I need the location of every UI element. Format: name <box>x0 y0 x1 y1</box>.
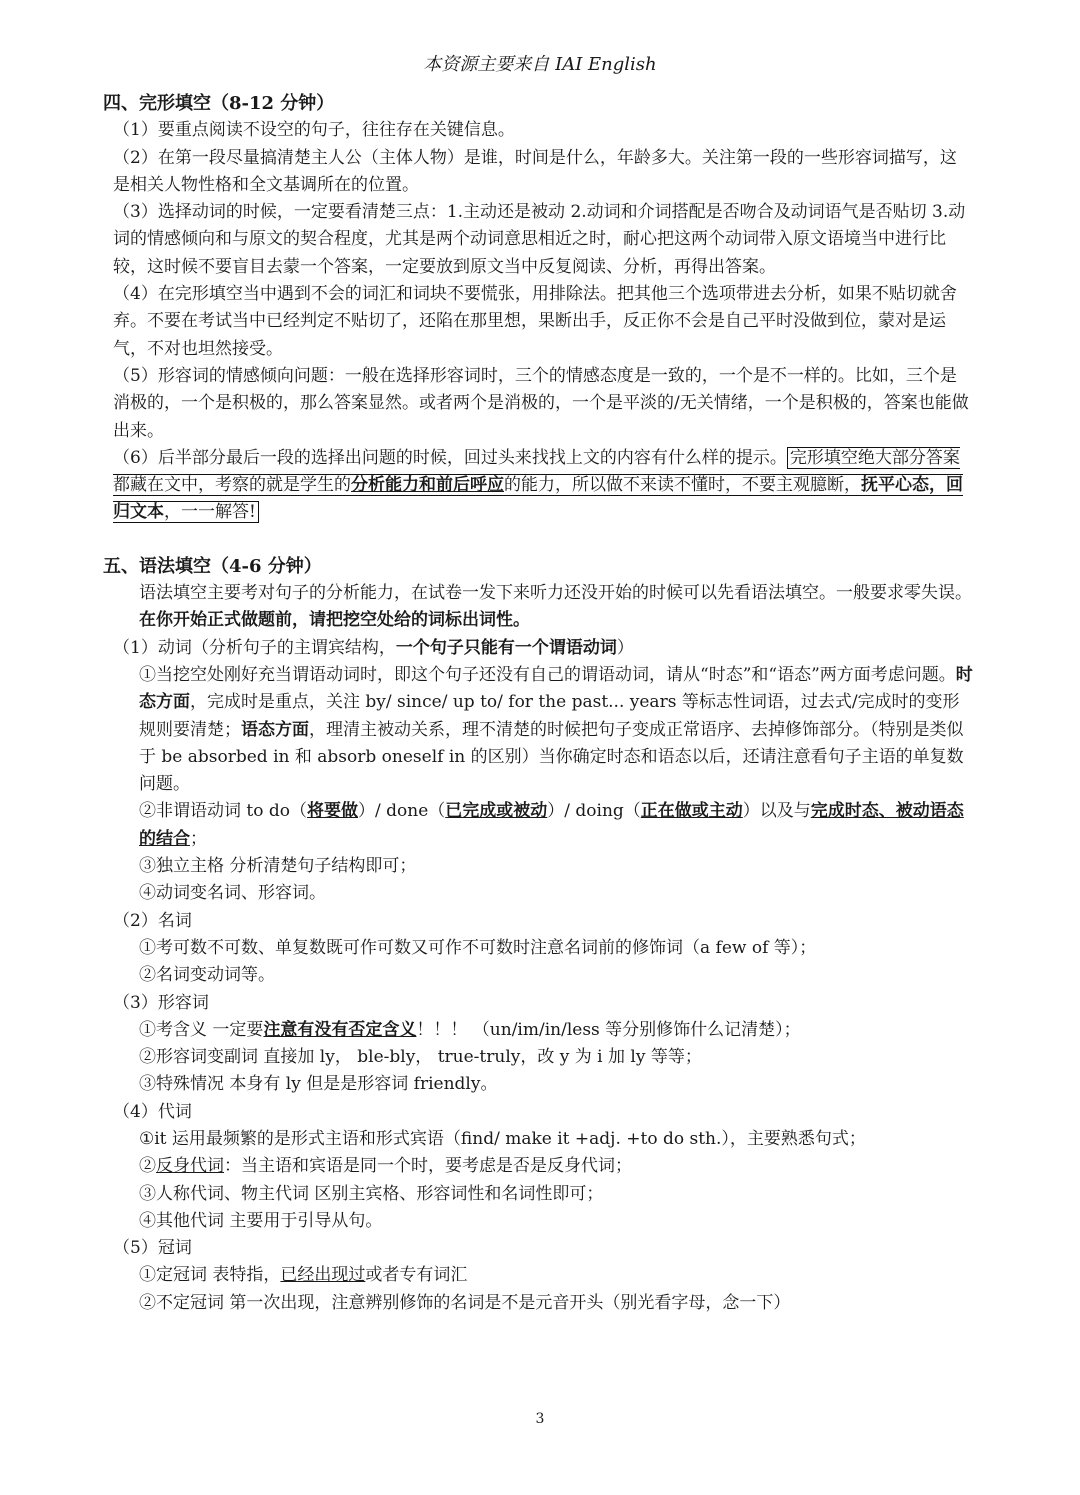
page-content <box>103 90 973 1317</box>
paragraph <box>103 1262 973 1289</box>
text-run: ）以及与 <box>742 801 811 822</box>
subsection-heading <box>103 635 973 662</box>
text-run: ，完成时是重点，关注 by/ since/ up to/ for the past... years 等标志性词语，过去式/完成时的变形规则要清楚； <box>139 692 960 740</box>
paragraph: ③特殊情况 本身有 ly 但是是形容词 friendly。 <box>139 1074 498 1095</box>
paragraph <box>103 662 973 798</box>
text-run: ①考含义 一定要 <box>139 1019 264 1040</box>
emphasis: 时态方面 <box>139 664 973 713</box>
text-run: ，一一解答! <box>164 502 256 523</box>
emphasis: 抚平心态，回归文本 <box>113 475 963 523</box>
paragraph: （2）在第一段尽量搞清楚主人公（主体人物）是谁，时间是什么，年龄多大。关注第一段的一些形容词描写，这是相关人物性格和全文基调所在的位置。 <box>113 147 957 195</box>
text-run: ） <box>616 637 634 658</box>
paragraph: ①考可数不可数、单复数既可作可数又可作不可数时注意名词前的修饰词（a few of 等）； <box>139 937 817 958</box>
paragraph: （4）在完形填空当中遇到不会的词汇和词块不要慌张，用排除法。把其他三个选项带进去分析，如果不贴切就舍弃。不要在考试当中已经判定不贴切了，还陷在那里想，果断出手，反正你不会是自己平时没做到位，蒙对是运气，不对也坦然接受。 <box>113 284 957 359</box>
text-run: （1）动词（分析句子的主谓宾结构， <box>113 637 396 658</box>
text-run: ，理清主被动关系，理不清楚的时候把句子变成正常语序、去掉修饰部分。（特别是类似于 be absorbed in 和 absorb oneself in 的区别）当你确定时态和语态以后，还请注意看句子主语的单复数问题。 <box>139 719 964 795</box>
text-run: ！！！ （un/im/in/less 等分别修饰什么记清楚）； <box>416 1019 801 1040</box>
text-run: （6）后半部分最后一段的选择出问题的时候，回过头来找找上文的内容有什么样的提示。 <box>113 447 787 468</box>
emphasis: 正在做或主动 <box>640 801 743 822</box>
paragraph <box>103 1153 973 1180</box>
paragraph: ②名词变动词等。 <box>139 965 275 986</box>
page-number: 3 <box>535 1411 545 1427</box>
emphasis: 已完成或被动 <box>445 801 548 822</box>
paragraph <box>103 1017 973 1044</box>
paragraph <box>103 445 973 527</box>
text-run: ：当主语和宾语是同一个时，要考虑是否是反身代词； <box>224 1156 632 1177</box>
emphasis: 分析能力和前后呼应 <box>351 475 504 496</box>
text-run: ①定冠词 表特指， <box>139 1265 281 1286</box>
emphasis: 完成时态、被动语态的结合 <box>139 801 964 849</box>
emphasis: 将要做 <box>307 801 358 822</box>
paragraph: ②形容词变副词 直接加 ly， ble-bly， true-truly，改 y 为 i 加 ly 等等； <box>139 1047 702 1068</box>
underlined-term: 反身代词 <box>156 1156 224 1177</box>
subsection-heading: （2）名词 <box>113 910 192 931</box>
text-run: ）/ doing（ <box>547 801 641 822</box>
underlined-term: 已经出现过 <box>280 1265 366 1286</box>
text-run: ①当挖空处刚好充当谓语动词时，即这个句子还没有自己的谓语动词，请从“时态”和“语态”两方面考虑问题。 <box>139 664 956 685</box>
paragraph: ④动词变名词、形容词。 <box>139 883 326 904</box>
paragraph: ③人称代词、物主代词 区别主宾格、形容词性和名词性即可； <box>139 1183 604 1204</box>
paragraph: ①it 运用最频繁的是形式主语和形式宾语（find/ make it +adj. +to do sth.），主要熟悉句式； <box>139 1128 866 1149</box>
emphasis: 注意有没有否定含义 <box>263 1019 417 1040</box>
paragraph <box>103 798 973 853</box>
text-run: ② <box>139 1156 156 1177</box>
text-run: 的能力，所以做不来读不懂时，不要主观臆断， <box>504 475 861 496</box>
paragraph: ②不定冠词 第一次出现，注意辨别修饰的名词是不是元音开头（别光看字母，念一下） <box>139 1292 791 1313</box>
paragraph: （1）要重点阅读不设空的句子，往往存在关键信息。 <box>113 120 515 141</box>
subsection-heading: （5）冠词 <box>113 1238 192 1259</box>
text-run: ； <box>190 828 207 849</box>
text-run: ②非谓语动词 to do（ <box>139 801 307 822</box>
paragraph: （3）选择动词的时候，一定要看清楚三点：1.主动还是被动 2.动词和介词搭配是否吻合及动词语气是否贴切 3.动词的情感倾向和与原文的契合程度，尤其是两个动词意思相近之时，耐心把这两个动词带入原文语境当中进行比较，这时候不要盲目去蒙一个答案，一定要放到原文当中反复阅读、分析，再得出答案。 <box>113 202 966 277</box>
paragraph: ③独立主格 分析清楚句子结构即可； <box>139 856 417 877</box>
section-four-title: 四、完形填空（8-12 分钟） <box>103 93 335 114</box>
paragraph: （5）形容词的情感倾向问题：一般在选择形容词时，三个的情感态度是一致的，一个是不一样的。比如，三个是消极的，一个是积极的，那么答案显然。或者两个是消极的，一个是平淡的/无关情绪，一个是积极的，答案也能做出来。 <box>113 365 969 441</box>
paragraph <box>103 580 973 635</box>
page-header: 本资源主要来自 IAI English <box>423 54 657 75</box>
text-run: 语法填空主要考对句子的分析能力，在试卷一发下来听力还没开始的时候可以先看语法填空。一般要求零失误。 <box>139 583 972 604</box>
subsection-heading: （4）代词 <box>113 1101 192 1122</box>
emphasis: 一个句子只能有一个谓语动词 <box>395 637 617 658</box>
emphasis: 语态方面 <box>241 719 309 740</box>
paragraph: ④其他代词 主要用于引导从句。 <box>139 1210 383 1231</box>
text-run: 完形填空绝大部分答案都藏在文中，考察的就是学生的 <box>113 447 960 496</box>
emphasis: 在你开始正式做题前，请把挖空处给的词标出词性。 <box>139 610 530 631</box>
spacer <box>103 527 973 553</box>
text-run: ）/ done（ <box>358 801 446 822</box>
text-run: 或者专有词汇 <box>365 1265 468 1286</box>
subsection-heading: （3）形容词 <box>113 992 209 1013</box>
section-five-title: 五、语法填空（4-6 分钟） <box>103 555 322 577</box>
